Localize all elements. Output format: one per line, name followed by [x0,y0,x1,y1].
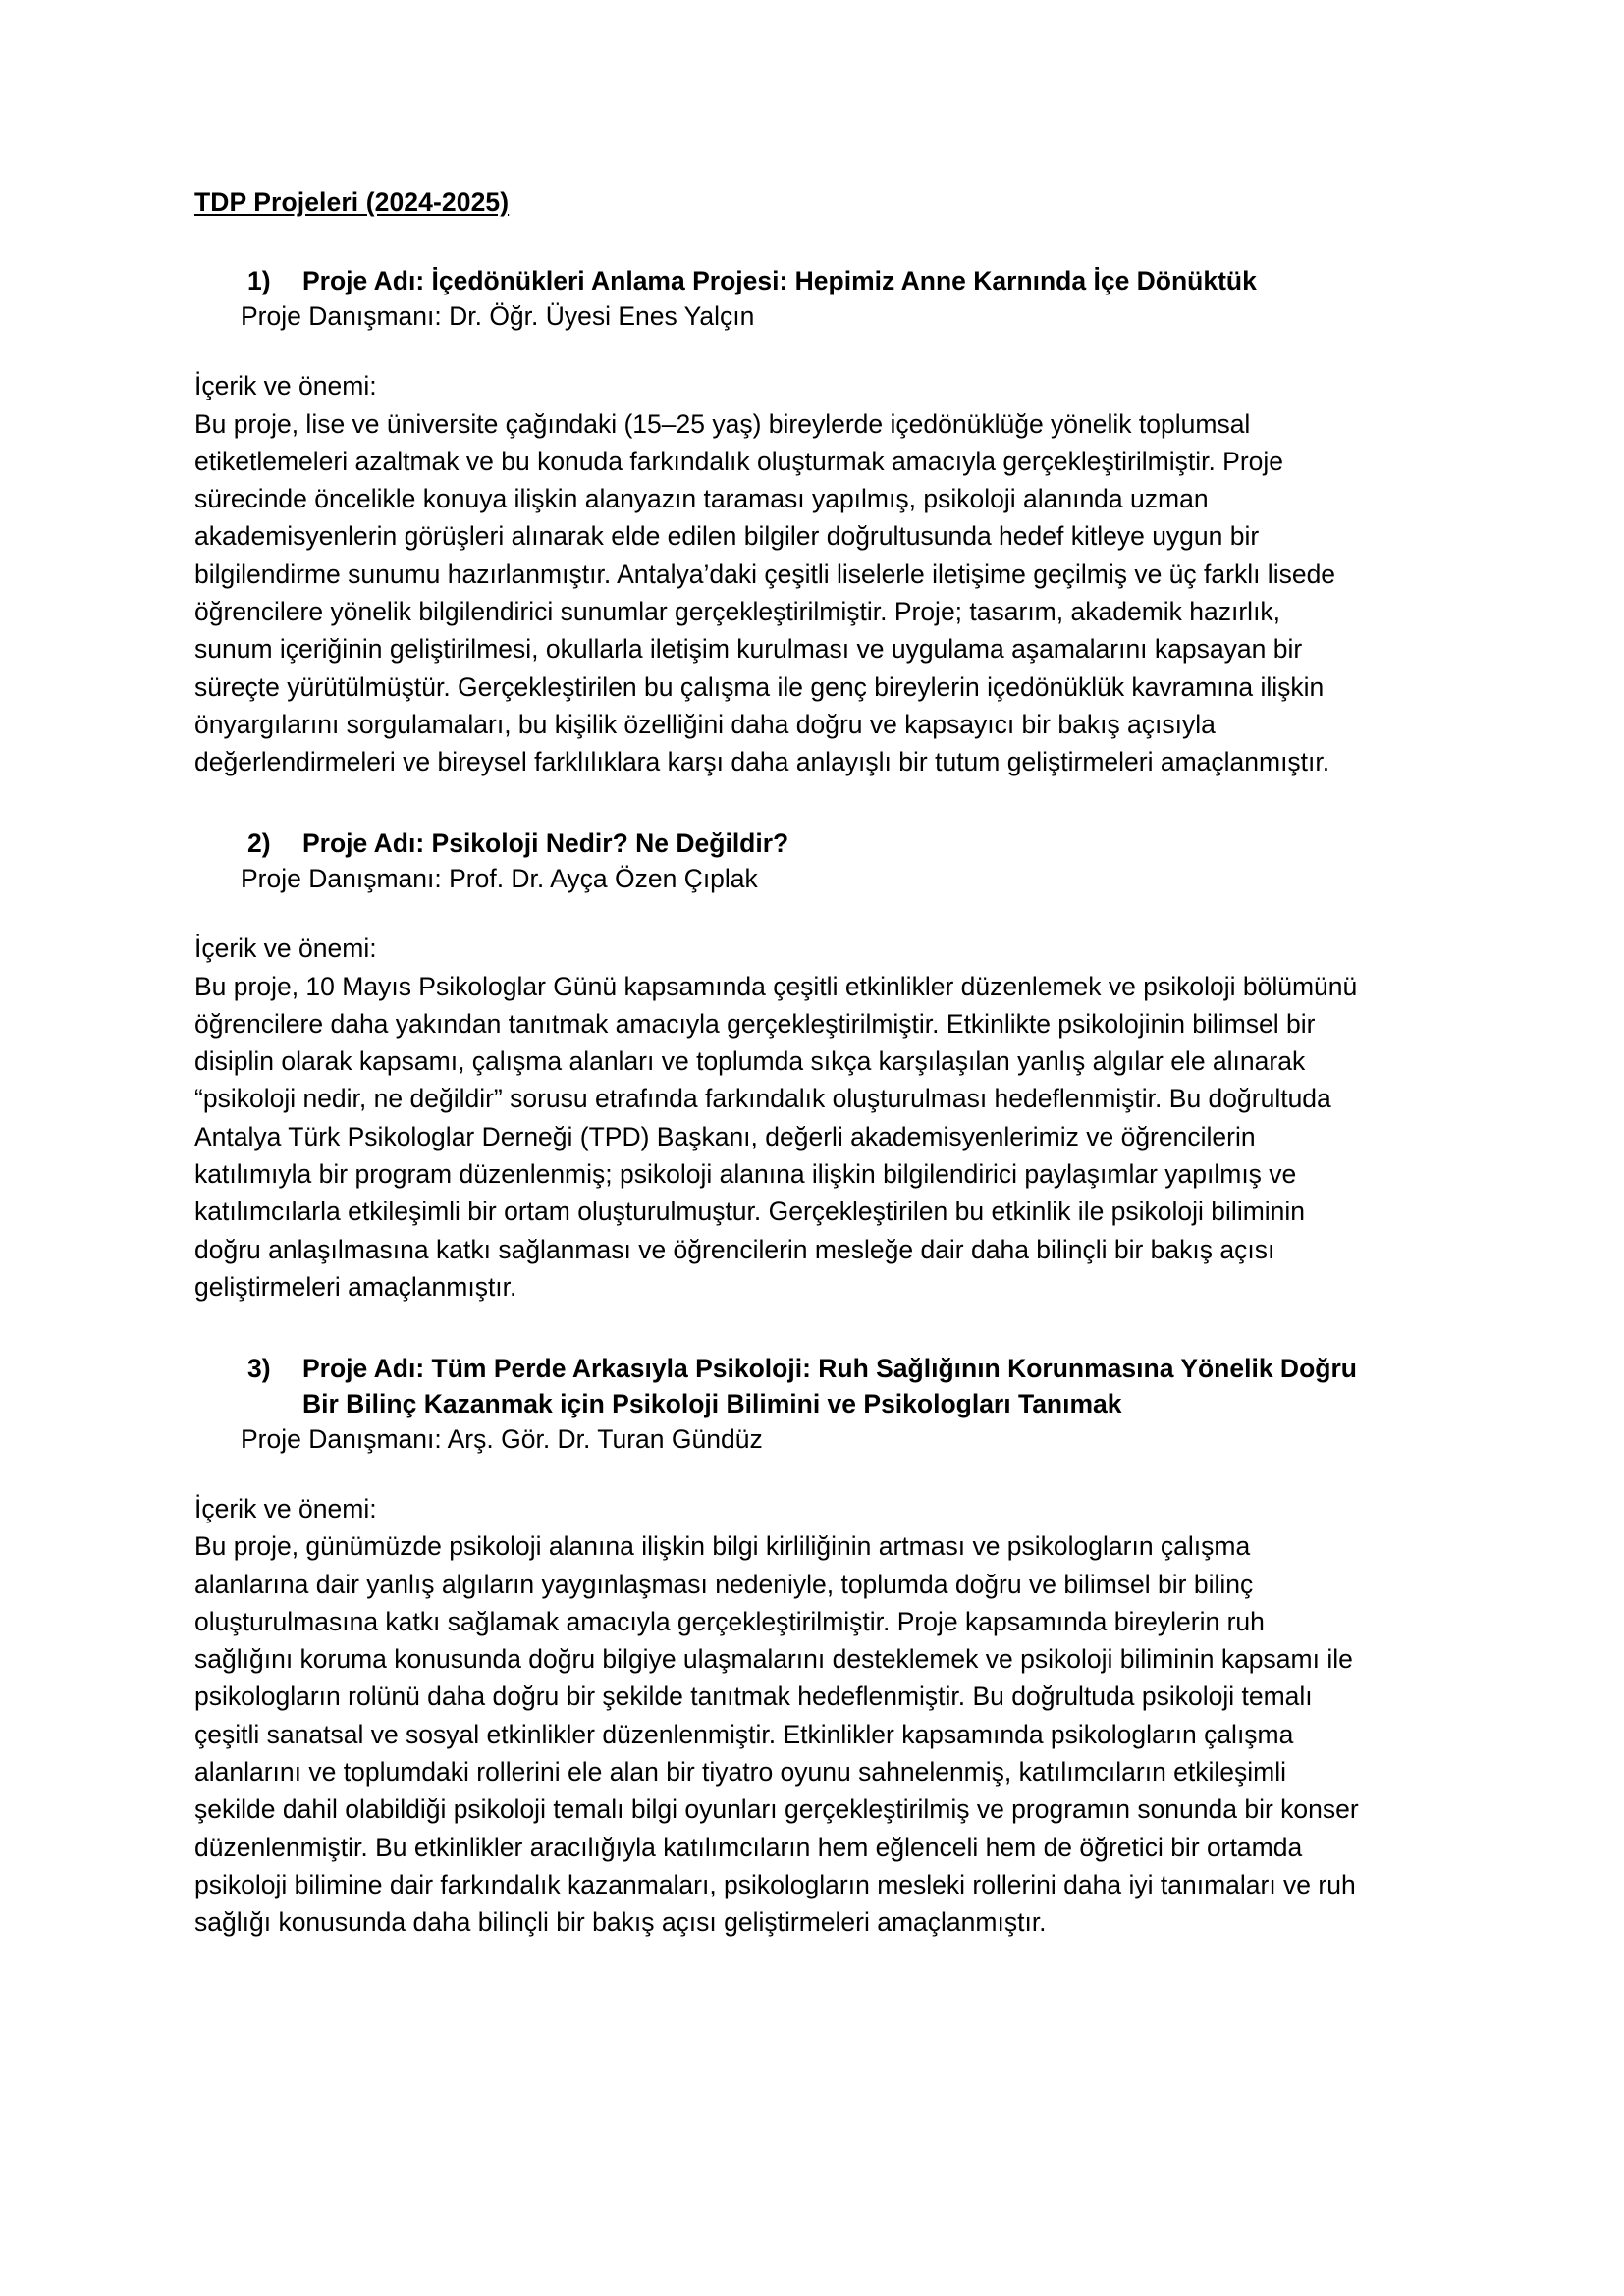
project-advisor: Proje Danışmanı: Dr. Öğr. Üyesi Enes Yalçın [241,301,755,332]
content-label: İçerik ve önemi: [194,371,377,401]
content-label: İçerik ve önemi: [194,1494,377,1524]
project-heading [194,1351,1365,1421]
project-content: Bu proje, 10 Mayıs Psikologlar Günü kapsamında çeşitli etkinlikler düzenlemek ve psikoloji bölümünü öğrencilere daha yakından tanıtmak amacıyla gerçekleştirilmiştir. Etkinlikte psikolojinin bilimsel bir disiplin olarak kapsamı, çalışma alanları ve toplumda sıkça karşılaşılan yanlış algılar ele alınarak “psikoloji nedir, ne değildir” sorusu etrafında farkındalık oluşturulması hedeflenmiştir. Bu doğrultuda Antalya Türk Psikologlar Derneği (TPD) Başkanı, değerli akademisyenlerimiz ve öğrencilerin katılımıyla bir program düzenlenmiş; psikoloji alanına ilişkin bilgilendirici paylaşımlar yapılmış ve katılımcılarla etkileşimli bir ortam oluşturulmuştur. Gerçekleştirilen bu etkinlik ile psikoloji biliminin doğru anlaşılmasına katkı sağlanması ve öğrencilerin mesleğe dair daha bilinçli bir bakış açısı geliştirmeleri amaçlanmıştır. [194,971,1358,1302]
project-content: Bu proje, günümüzde psikoloji alanına ilişkin bilgi kirliliğinin artması ve psikologların çalışma alanlarına dair yanlış algıların yaygınlaşması nedeniyle, toplumda doğru ve bilimsel bir bilinç oluşturulmasına katkı sağlamak amacıyla gerçekleştirilmiştir. Proje kapsamında bireylerin ruh sağlığını koruma konusunda doğru bilgiye ulaşmalarını desteklemek ve psikoloji biliminin kapsamı ile psikologların rolünü daha doğru bir şekilde tanıtmak hedeflenmiştir. Bu doğrultuda psikoloji temalı çeşitli sanatsal ve sosyal etkinlikler düzenlenmiştir. Etkinlikler kapsamında psikologların çalışma alanlarını ve toplumdaki rollerini ele alan bir tiyatro oyunu sahnelenmiş, katılımcıların etkileşimli şekilde dahil olabildiği psikoloji temalı bilgi oyunları gerçekleştirilmiş ve programın sonunda bir konser düzenlenmiştir. Bu etkinlikler aracılığıyla katılımcıların hem eğlenceli hem de öğretici bir ortamda psikoloji bilimine dair farkındalık kazanmaları, psikologların mesleki rollerini daha iyi tanımaları ve ruh sağlığı konusunda daha bilinçli bir bakış açısı geliştirmeleri amaçlanmıştır. [194,1531,1359,1938]
project-advisor: Proje Danışmanı: Arş. Gör. Dr. Turan Gündüz [241,1424,763,1455]
project-title: Proje Adı: Psikoloji Nedir? Ne Değildir? [302,828,789,859]
page-title-text: TDP Projeleri (2024-2025) [194,187,510,217]
document-body [194,187,1365,1941]
project-entry [194,263,1365,780]
project-title: Proje Adı: Tüm Perde Arkasıyla Psikoloji: Ruh Sağlığının Korunmasına Yönelik Doğru Bir Bilinç Kazanmak için Psikoloji Bilimini ve Psikologları Tanımak [302,1354,1357,1419]
project-number: 2) [247,828,271,859]
project-title: Proje Adı: İçedönükleri Anlama Projesi: Hepimiz Anne Karnında İçe Dönüktük [302,266,1257,296]
project-heading [194,826,1365,861]
project-content: Bu proje, lise ve üniversite çağındaki (15–25 yaş) bireylerde içedönüklüğe yönelik toplumsal etiketlemeleri azaltmak ve bu konuda farkındalık oluşturmak amacıyla gerçekleştirilmiştir. Proje sürecinde öncelikle konuya ilişkin alanyazın taraması yapılmış, psikoloji alanında uzman akademisyenlerin görüşleri alınarak elde edilen bilgiler doğrultusunda hedef kitleye uygun bir bilgilendirme sunumu hazırlanmıştır. Antalya’daki çeşitli liselerle iletişime geçilmiş ve üç farklı lisede öğrencilere yönelik bilgilendirici sunumlar gerçekleştirilmiştir. Proje; tasarım, akademik hazırlık, sunum içeriğinin geliştirilmesi, okullarla iletişim kurulması ve uygulama aşamalarını kapsayan bir süreçte yürütülmüştür. Gerçekleştirilen bu çalışma ile genç bireylerin içedönüklük kavramına ilişkin önyargılarını sorgulamaları, bu kişilik özelliğini daha doğru ve kapsayıcı bir bakış açısıyla değerlendirmeleri ve bireysel farklılıklara karşı daha anlayışlı bir tutum geliştirmeleri amaçlanmıştır. [194,408,1336,777]
project-number: 3) [247,1354,271,1384]
content-label: İçerik ve önemi: [194,934,377,964]
project-number: 1) [247,266,271,296]
page-title [194,187,1365,218]
project-entry [194,826,1365,1306]
project-heading [194,263,1365,298]
project-advisor: Proje Danışmanı: Prof. Dr. Ayça Özen Çıplak [241,864,758,894]
project-entry [194,1351,1365,1941]
